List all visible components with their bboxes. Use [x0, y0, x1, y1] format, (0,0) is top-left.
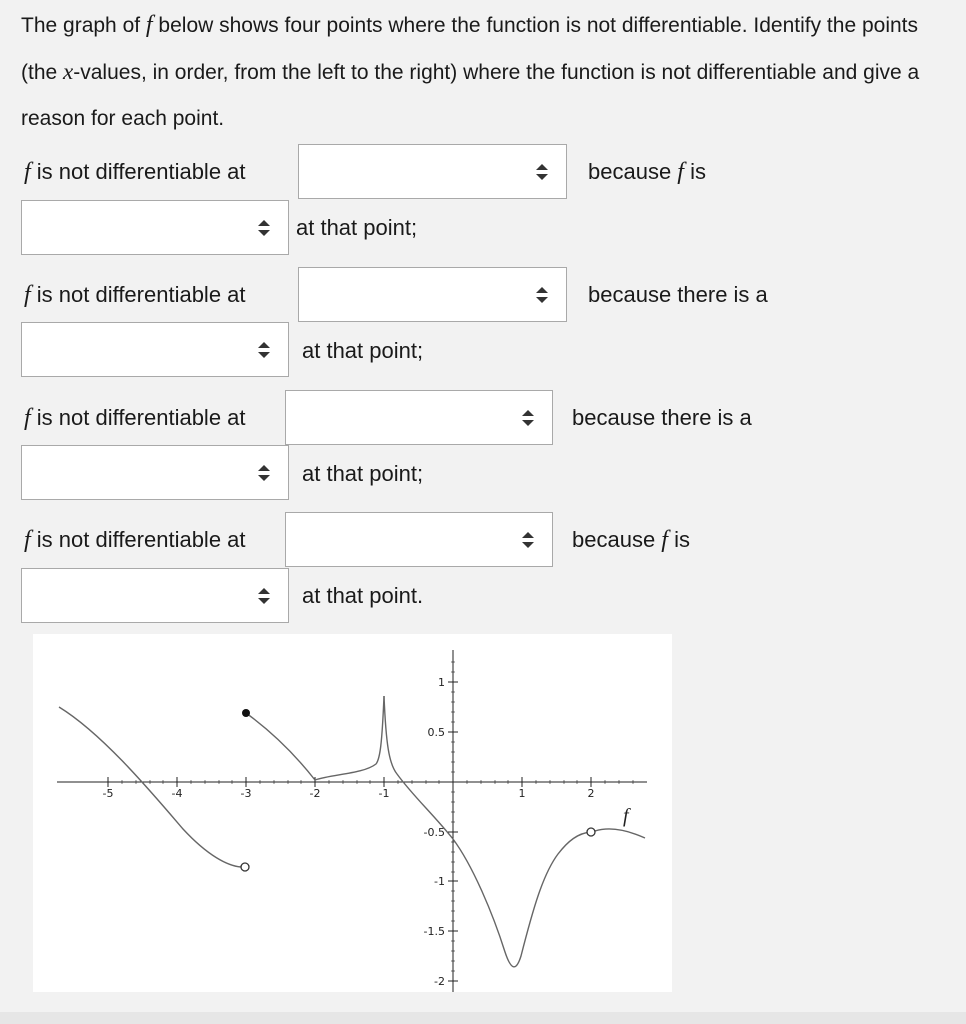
y-tick-label: -2	[434, 975, 445, 988]
bottom-edge	[0, 1012, 966, 1024]
row1-x-select[interactable]	[298, 144, 567, 199]
chevron-updown-icon	[258, 588, 270, 604]
curve-piece-left	[59, 707, 241, 867]
row4-x-select[interactable]	[285, 512, 553, 567]
row4-reason-select[interactable]	[21, 568, 289, 623]
y-tick-label: -1.5	[423, 925, 445, 938]
row1-tail: at that point;	[296, 215, 418, 240]
function-label: f	[623, 805, 629, 827]
chevron-updown-icon	[536, 164, 548, 180]
y-tick-label: 0.5	[427, 726, 445, 739]
x-tick-label: -4	[171, 787, 183, 800]
open-point	[241, 863, 249, 871]
x-tick-label: -1	[378, 787, 390, 800]
row3-tail: at that point;	[302, 461, 424, 486]
graph-svg	[33, 634, 672, 992]
chevron-updown-icon	[258, 220, 270, 236]
row3-x-select[interactable]	[285, 390, 553, 445]
row2-tail: at that point;	[302, 338, 424, 363]
row3-because: because there is a	[572, 405, 752, 430]
curve-spike-left	[315, 696, 384, 780]
x-tick-label: 1	[518, 787, 526, 800]
row1-reason-select[interactable]	[21, 200, 289, 255]
filled-point	[242, 709, 250, 717]
function-graph	[33, 634, 672, 992]
row4-tail: at that point.	[302, 583, 424, 608]
curve-trough	[453, 832, 591, 967]
y-tick-label: 1	[438, 676, 445, 689]
chevron-updown-icon	[522, 410, 534, 426]
x-tick-label: -5	[102, 787, 114, 800]
x-tick-label: 2	[587, 787, 595, 800]
chevron-updown-icon	[258, 342, 270, 358]
row4-because: because f is	[572, 527, 690, 553]
curve-piece-middle	[246, 713, 315, 780]
row1-because: because f is	[588, 159, 706, 185]
row3-lead: f is not differentiable at	[24, 405, 246, 431]
row4-lead: f is not differentiable at	[24, 527, 246, 553]
y-tick-label: -0.5	[423, 826, 445, 839]
x-tick-label: -2	[309, 787, 321, 800]
chevron-updown-icon	[522, 532, 534, 548]
chevron-updown-icon	[536, 287, 548, 303]
function-curve	[59, 696, 645, 967]
row2-because: because there is a	[588, 282, 768, 307]
open-point	[587, 828, 595, 836]
question-text: The graph of f below shows four points where the function is not differentiable. Identify the points (the x-values, in order, from the left to the right) where the function is not differentiable and give a reason for each point.	[21, 12, 920, 130]
x-tick-label: -3	[240, 787, 252, 800]
curve-piece-right	[595, 829, 645, 838]
curve-spike-right	[384, 696, 453, 839]
row2-x-select[interactable]	[298, 267, 567, 322]
row2-lead: f is not differentiable at	[24, 282, 246, 308]
row1-lead: f is not differentiable at	[24, 159, 246, 185]
y-tick-label: -1	[434, 875, 445, 888]
row3-reason-select[interactable]	[21, 445, 289, 500]
chevron-updown-icon	[258, 465, 270, 481]
row2-reason-select[interactable]	[21, 322, 289, 377]
